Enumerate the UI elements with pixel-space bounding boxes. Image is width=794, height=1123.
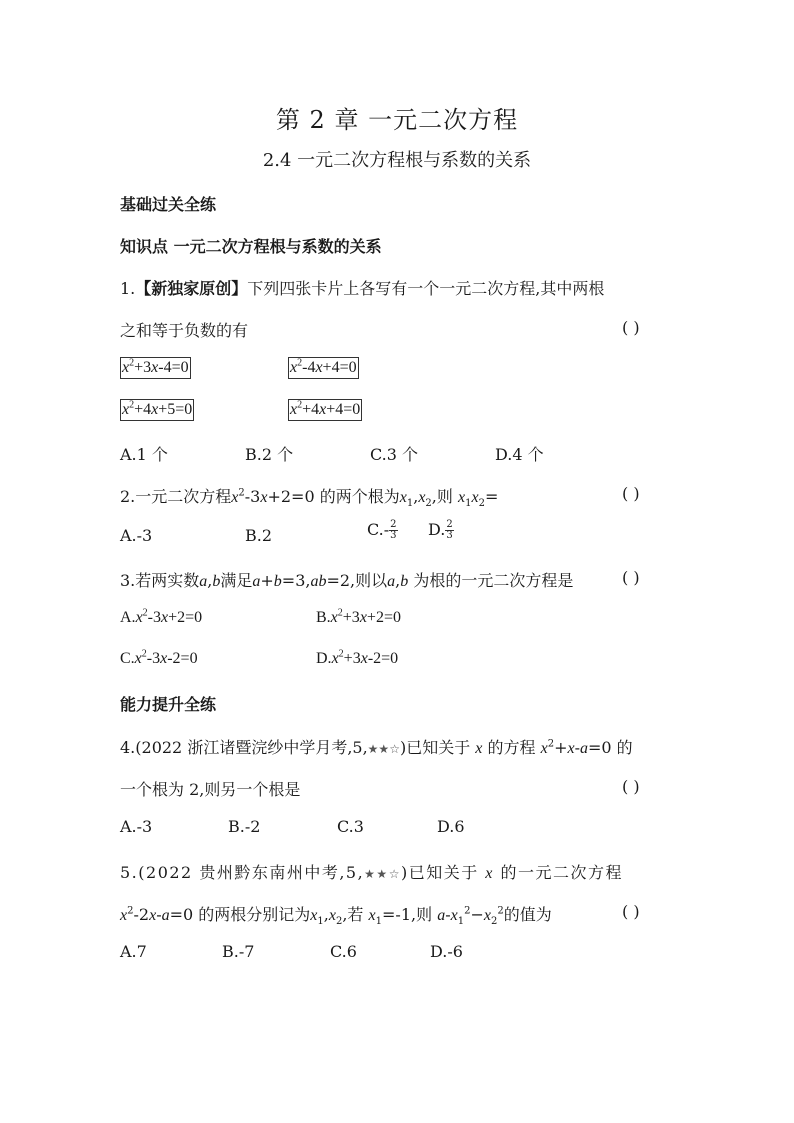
q2-option-b: B.2 bbox=[245, 526, 273, 545]
knowledge-point-heading: 知识点 一元二次方程根与系数的关系 bbox=[120, 237, 382, 256]
q1-answer-blank: ( ) bbox=[622, 318, 640, 337]
q1-card-1: $x^2+3x-4=0$ bbox=[120, 357, 191, 379]
q1-card-2: $x^2-4x+4=0$ bbox=[288, 357, 359, 379]
q2-option-a: A.-3 bbox=[120, 526, 153, 545]
q4-stem-line1: 4.(2022 浙江诸暨浣纱中学月考,5,★★☆)已知关于 x 的方程 $x^2+x-a=0$ 的 bbox=[120, 738, 633, 757]
q5-option-d: D.-6 bbox=[430, 942, 463, 961]
q5-option-c: C.6 bbox=[330, 942, 357, 961]
q4-option-c: C.3 bbox=[337, 817, 364, 836]
q3-answer-blank: ( ) bbox=[622, 568, 640, 587]
q2-answer-blank: ( ) bbox=[622, 484, 640, 503]
q4-option-a: A.-3 bbox=[120, 817, 153, 836]
q3-option-d: $D.x^2+3x-2=0$ bbox=[316, 648, 399, 667]
q4-answer-blank: ( ) bbox=[622, 777, 640, 796]
difficulty-stars-icon: ★★☆ bbox=[367, 742, 400, 756]
q1-stem-line1: 1.【新独家原创】下列四张卡片上各写有一个一元二次方程,其中两根 bbox=[120, 279, 605, 298]
q5-stem-line2: $x^2-2x-a=0$ 的两根分别记为$x_1,x_2$,若 $x_1=-1$,则 $a-x_1^2-x_2^2$的值为 bbox=[120, 905, 552, 928]
q4-stem-line2: 一个根为 2,则另一个根是 bbox=[120, 780, 301, 799]
section-title: 2.4 一元二次方程根与系数的关系 bbox=[262, 150, 532, 171]
q1-option-c: C.3 个 bbox=[370, 445, 419, 464]
q3-option-b: $B.x^2+3x+2=0$ bbox=[316, 607, 401, 626]
q5-stem-line1: 5.(2022 贵州黔东南州中考,5,★★☆)已知关于 x 的一元二次方程 bbox=[120, 863, 623, 882]
q3-stem: 3.若两实数a,b满足a+b=3,ab=2,则以a,b 为根的一元二次方程是 bbox=[120, 571, 574, 590]
chapter-title: 第 2 章 一元二次方程 bbox=[275, 106, 519, 134]
q1-option-d: D.4 个 bbox=[495, 445, 544, 464]
q1-stem-line2: 之和等于负数的有 bbox=[120, 321, 249, 340]
q4-option-b: B.-2 bbox=[228, 817, 261, 836]
q5-answer-blank: ( ) bbox=[622, 902, 640, 921]
q1-option-a: A.1 个 bbox=[120, 445, 168, 464]
q3-option-a: $A.x^2-3x+2=0$ bbox=[120, 607, 203, 626]
q2-option-c: C.- $\frac{2}{3}$ bbox=[367, 519, 397, 541]
q3-option-c: $C.x^2-3x-2=0$ bbox=[120, 648, 198, 667]
q1-option-b: B.2 个 bbox=[245, 445, 294, 464]
q4-option-d: D.6 bbox=[437, 817, 465, 836]
q1-card-4: $x^2+4x+4=0$ bbox=[288, 399, 362, 421]
heading-ability: 能力提升全练 bbox=[120, 695, 217, 714]
q2-option-d: D. $\frac{2}{3}$ bbox=[428, 519, 453, 541]
q1-card-3: $x^2+4x+5=0$ bbox=[120, 399, 194, 421]
q2-stem: 2.一元二次方程$x^2-3x+2=0$ 的两个根为$x_1,x_2$,则 $x_1x_2=$ bbox=[120, 487, 499, 510]
difficulty-stars-icon: ★★☆ bbox=[364, 867, 401, 881]
q5-option-b: B.-7 bbox=[222, 942, 255, 961]
heading-basic: 基础过关全练 bbox=[120, 195, 217, 214]
q5-option-a: A.7 bbox=[120, 942, 147, 961]
